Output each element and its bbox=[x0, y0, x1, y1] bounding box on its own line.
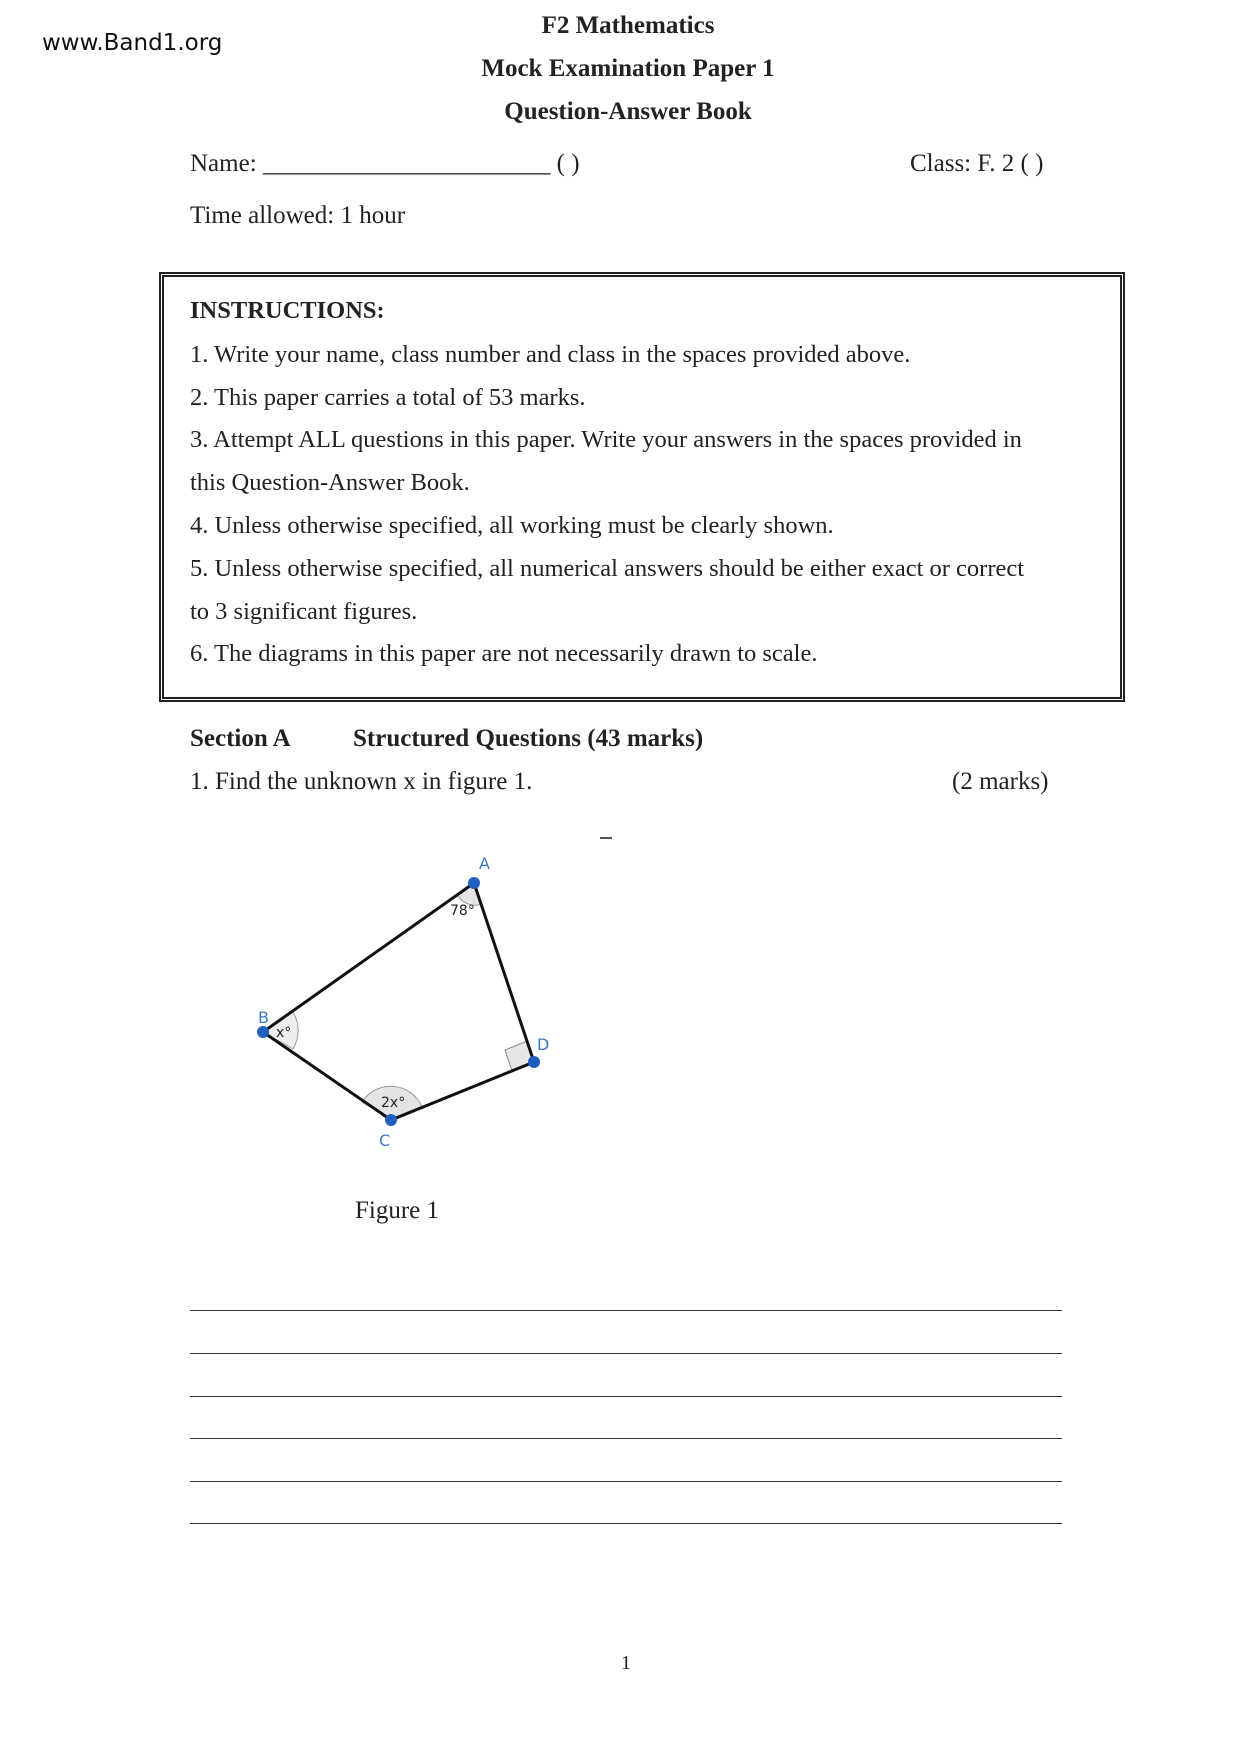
answer-line[interactable] bbox=[190, 1481, 1062, 1482]
answer-line[interactable] bbox=[190, 1438, 1062, 1439]
angle-c-label: 2x° bbox=[381, 1095, 406, 1111]
answer-line[interactable] bbox=[190, 1353, 1062, 1354]
instruction-line: 6. The diagrams in this paper are not necessarily drawn to scale. bbox=[190, 640, 818, 667]
answer-line[interactable] bbox=[190, 1310, 1062, 1311]
label-d: D bbox=[537, 1035, 550, 1054]
instruction-line: this Question-Answer Book. bbox=[190, 469, 470, 496]
section-title: Structured Questions (43 marks) bbox=[353, 725, 704, 752]
point-b bbox=[257, 1026, 269, 1038]
point-d bbox=[528, 1056, 540, 1068]
figure-caption: Figure 1 bbox=[355, 1197, 440, 1224]
angle-a-label: 78° bbox=[450, 903, 475, 919]
label-a: A bbox=[479, 854, 490, 873]
name-blank: _______________________ bbox=[262, 150, 551, 177]
paper-title: Mock Examination Paper 1 bbox=[481, 55, 775, 82]
answer-line[interactable] bbox=[190, 1396, 1062, 1397]
section-label: Section A bbox=[190, 725, 291, 752]
angle-b-label: x° bbox=[276, 1025, 292, 1041]
time-allowed: Time allowed: 1 hour bbox=[190, 202, 406, 229]
question-text: 1. Find the unknown x in figure 1. bbox=[190, 768, 533, 795]
instruction-line: 5. Unless otherwise specified, all numerical answers should be either exact or correct bbox=[190, 555, 1025, 582]
page-number: 1 bbox=[621, 1652, 631, 1674]
instruction-line: 3. Attempt ALL questions in this paper. Write your answers in the spaces provided in bbox=[190, 426, 1022, 453]
question-marks: (2 marks) bbox=[952, 768, 1049, 795]
subject-title: F2 Mathematics bbox=[541, 12, 715, 39]
point-a bbox=[468, 877, 480, 889]
answer-line[interactable] bbox=[190, 1523, 1062, 1524]
instruction-line: 2. This paper carries a total of 53 marks. bbox=[190, 384, 586, 411]
point-c bbox=[385, 1114, 397, 1126]
class-field[interactable]: Class: F. 2 ( ) bbox=[910, 150, 1044, 177]
watermark: www.Band1.org bbox=[42, 30, 223, 56]
quadrilateral-abcd bbox=[263, 883, 534, 1120]
instruction-line: 4. Unless otherwise specified, all working must be clearly shown. bbox=[190, 512, 834, 539]
book-title: Question-Answer Book bbox=[504, 98, 752, 125]
instruction-line: to 3 significant figures. bbox=[190, 598, 418, 625]
name-label: Name: bbox=[190, 150, 257, 177]
instructions-heading: INSTRUCTIONS: bbox=[190, 297, 385, 324]
label-b: B bbox=[258, 1008, 269, 1027]
instruction-line: 1. Write your name, class number and class in the spaces provided above. bbox=[190, 341, 911, 368]
label-c: C bbox=[379, 1131, 391, 1150]
class-number-blank: ( ) bbox=[556, 150, 580, 177]
